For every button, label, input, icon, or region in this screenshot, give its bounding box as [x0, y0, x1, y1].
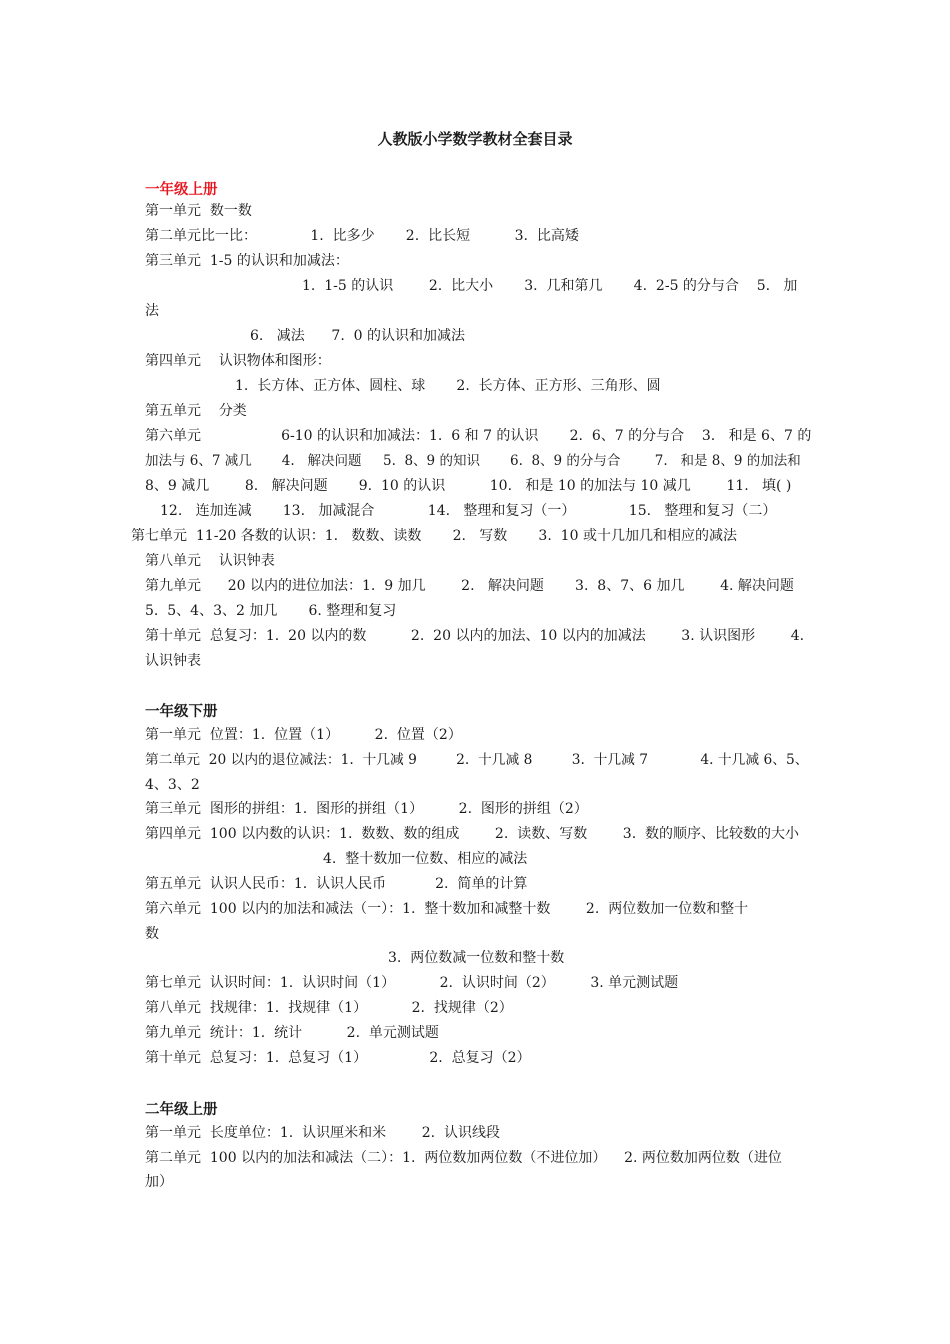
toc-line: 第二单元 20 以内的退位减法：1. 十几减 9 2. 十几减 8 3. 十几减 7 4. 十几减 6、5、 [145, 752, 809, 768]
toc-line: 8、9 减几 8. 解决问题 9. 10 的认识 10. 和是 10 的加法与 10 减几 11. 填( ) [145, 478, 792, 494]
toc-line: 第九单元 20 以内的进位加法：1. 9 加几 2. 解决问题 3. 8、7、6 加几 4. 解决问题 [145, 578, 794, 594]
section-heading-grade1-second: 一年级下册 [145, 704, 218, 720]
toc-line: 第一单元 数一数 [145, 203, 252, 219]
section-heading-grade1-first: 一年级上册 [145, 182, 218, 198]
toc-line: 第八单元 认识钟表 [145, 553, 275, 569]
toc-line: 6. 减法 7. 0 的认识和加减法 [250, 328, 466, 344]
toc-line: 第一单元 位置：1. 位置（1） 2. 位置（2） [145, 727, 462, 743]
toc-line: 第七单元 11-20 各数的认识：1. 数数、读数 2. 写数 3. 10 或十几加几和相应的减法 [131, 528, 737, 544]
toc-line: 第九单元 统计：1. 统计 2. 单元测试题 [145, 1025, 439, 1041]
section-heading-grade2-first: 二年级上册 [145, 1102, 218, 1118]
toc-line: 加） [145, 1174, 173, 1190]
toc-line: 第十单元 总复习：1. 20 以内的数 2. 20 以内的加法、10 以内的加减法 3. 认识图形 4. [145, 628, 805, 644]
toc-line: 3. 两位数减一位数和整十数 [388, 950, 565, 966]
toc-line: 第六单元 6-10 的认识和加减法：1. 6 和 7 的认识 2. 6、7 的分与合 3. 和是 6、7 的 [145, 428, 812, 444]
toc-line: 1. 长方体、正方体、圆柱、球 2. 长方体、正方形、三角形、圆 [235, 378, 661, 394]
toc-line: 4、3、2 [145, 777, 200, 793]
document-title: 人教版小学数学教材全套目录 [377, 130, 573, 148]
toc-line: 第二单元比一比： 1. 比多少 2. 比长短 3. 比高矮 [145, 228, 579, 244]
toc-line: 数 [145, 926, 159, 942]
toc-line: 4. 整十数加一位数、相应的减法 [323, 851, 528, 867]
toc-line: 1. 1-5 的认识 2. 比大小 3. 几和第几 4. 2-5 的分与合 5. 加 [302, 278, 798, 294]
toc-line: 第六单元 100 以内的加法和减法（一）：1. 整十数加和减整十数 2. 两位数加一位数和整十 [145, 901, 749, 917]
toc-line: 第三单元 图形的拼组：1. 图形的拼组（1） 2. 图形的拼组（2） [145, 801, 588, 817]
toc-line: 第十单元 总复习：1. 总复习（1） 2. 总复习（2） [145, 1050, 531, 1066]
toc-line: 第五单元 认识人民币：1. 认识人民币 2. 简单的计算 [145, 876, 528, 892]
toc-line: 认识钟表 [145, 653, 201, 669]
toc-line: 5. 5、4、3、2 加几 6. 整理和复习 [145, 603, 397, 619]
toc-line: 第三单元 1-5 的认识和加减法： [145, 253, 349, 269]
toc-line: 12. 连加连减 13. 加减混合 14. 整理和复习（一） 15. 整理和复习（二） [160, 503, 777, 519]
toc-line: 第一单元 长度单位：1. 认识厘米和米 2. 认识线段 [145, 1125, 501, 1141]
toc-line: 第五单元 分类 [145, 403, 247, 419]
toc-line: 第二单元 100 以内的加法和减法（二）：1. 两位数加两位数（不进位加） 2. 两位数加两位数（进位 [145, 1150, 782, 1166]
toc-line: 加法与 6、7 减几 4. 解决问题 5. 8、9 的知识 6. 8、9 的分与合 7. 和是 8、9 的加法和 [145, 453, 801, 469]
toc-line: 第七单元 认识时间：1. 认识时间（1） 2. 认识时间（2） 3. 单元测试题 [145, 975, 679, 991]
toc-line: 法 [145, 303, 159, 319]
toc-line: 第八单元 找规律：1. 找规律（1） 2. 找规律（2） [145, 1000, 513, 1016]
toc-line: 第四单元 认识物体和图形： [145, 353, 331, 369]
toc-line: 第四单元 100 以内数的认识：1. 数数、数的组成 2. 读数、写数 3. 数的顺序、比较数的大小 [145, 826, 800, 842]
